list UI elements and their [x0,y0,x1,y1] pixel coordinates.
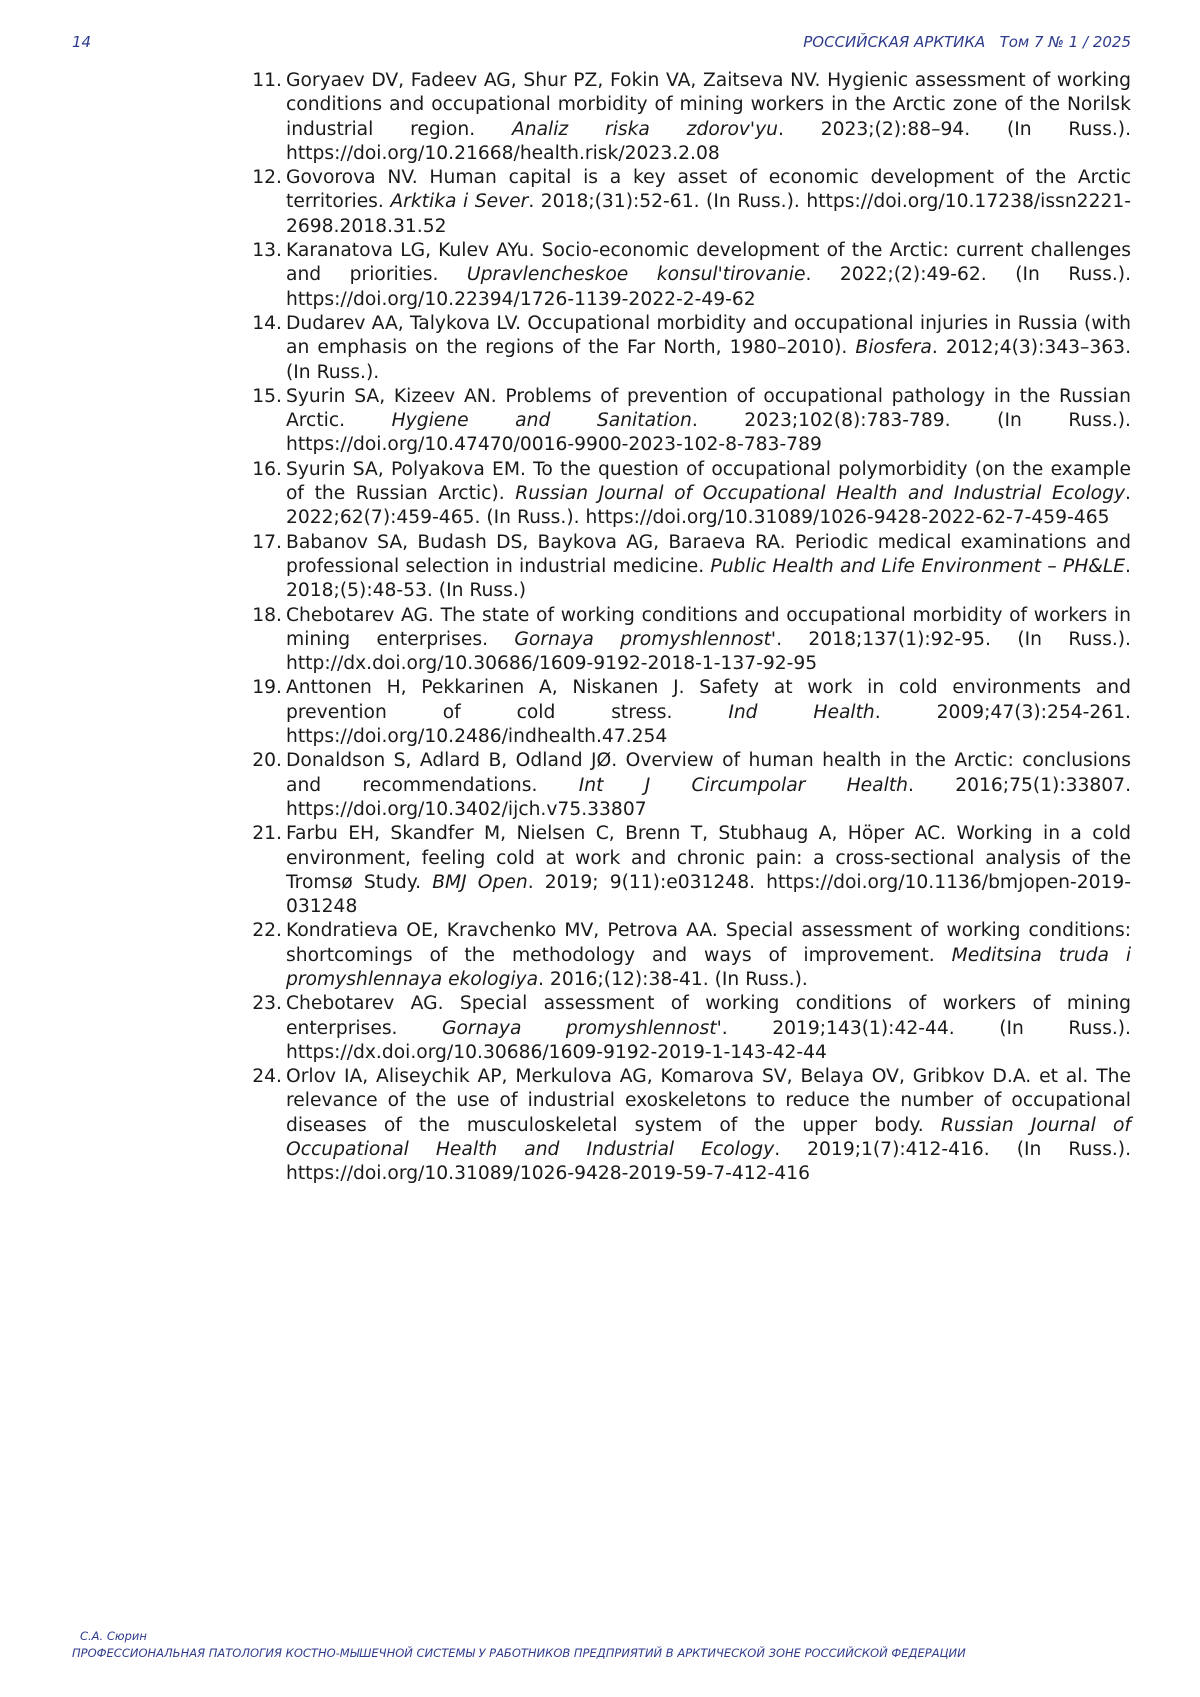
journal-name: Upravlencheskoe konsul'tirovanie [466,264,806,286]
reference-list [240,69,1131,1187]
reference-number: 22. [252,920,282,942]
reference-number: 13. [252,240,282,262]
reference-item [240,749,1131,822]
journal-name: Ind Health [728,701,875,723]
reference-number: 20. [252,750,282,772]
journal-name: Hygiene and Sanitation [391,410,692,432]
journal-name: Analiz riska zdorov'yu [511,118,778,140]
reference-text: Babanov SA, Budash DS, Baykova AG, Baraeva RA. Periodic medical examinations and professional selection in industrial medicine. Public Health and Life Environment – PH&LE. 2018;(5):48-53. (In Russ.) [286,531,1131,602]
page-number: 14 [72,33,92,51]
reference-number: 12. [252,167,282,189]
reference-number: 15. [252,385,282,407]
reference-text: Syurin SA, Kizeev AN. Problems of prevention of occupational pathology in the Russian Arctic. Hygiene and Sanitation. 2023;102(8):783-789. (In Russ.). https://doi.org/10.47470/0016-9900-2023-102-8-783-789 [286,385,1131,456]
reference-number: 21. [252,823,282,845]
journal-name: Gornaya promyshlennost' [514,628,777,650]
journal-name: Arktika i Sever [390,191,529,213]
reference-text: Kondratieva OE, Kravchenko MV, Petrova AA. Special assessment of working conditions: shortcomings of the methodology and ways of improvement. Meditsina truda i promyshlennaya ekologiya. 2016;(12):38-41. (In Russ.). [286,920,1132,990]
reference-text: Chebotarev AG. Special assessment of working conditions of workers of mining enterprises. Gornaya promyshlennost'. 2019;143(1):42-44. (In Russ.). https://dx.doi.org/10.30686/1609-9192-2019-1-143-42-44 [286,993,1131,1063]
journal-name: Biosfera [855,337,932,359]
reference-text: Syurin SA, Polyakova EM. To the question of occupational polymorbidity (on the example of the Russian Arctic). Russian Journal of Occupational Health and Industrial Ecology. 2022;62(7):459-465. (In Russ.). https://doi.org/10.31089/1026-9428-2022-62-7-459-465 [286,458,1131,529]
reference-number: 18. [252,604,282,626]
reference-text: Govorova NV. Human capital is a key asset of economic development of the Arctic territories. Arktika i Sever. 2018;(31):52-61. (In Russ.). https://doi.org/10.17238/issn2221-2698.2018.31.52 [286,167,1131,237]
reference-text: Karanatova LG, Kulev AYu. Socio-economic development of the Arctic: current challenges and priorities. Upravlencheskoe konsul'tirovanie. 2022;(2):49-62. (In Russ.). https://doi.org/10.22394/1726-1139-2022-2-49-62 [286,240,1132,310]
running-header-journal: РОССИЙСКАЯ АРКТИКА Том 7 № 1 / 2025 [803,33,1131,51]
reference-item [240,1065,1131,1186]
reference-text: Anttonen H, Pekkarinen A, Niskanen J. Safety at work in cold environments and prevention of cold stress. Ind Health. 2009;47(3):254-261. https://doi.org/10.2486/indhealth.47.254 [286,677,1131,748]
reference-item [240,385,1131,458]
reference-item [240,822,1131,919]
page-footer [72,1628,966,1662]
reference-text: Chebotarev AG. The state of working conditions and occupational morbidity of workers in mining enterprises. Gornaya promyshlennost'. 2018;137(1):92-95. (In Russ.). http://dx.doi.org/10.30686/1609-9192-2018-1-137-92-95 [286,604,1131,675]
footer-article-title: ПРОФЕССИОНАЛЬНАЯ ПАТОЛОГИЯ КОСТНО-МЫШЕЧНОЙ СИСТЕМЫ У РАБОТНИКОВ ПРЕДПРИЯТИЙ В АРКТИЧЕСКОЙ ЗОНЕ РОССИЙСКОЙ ФЕДЕРАЦИИ [72,1646,966,1660]
reference-item [240,676,1131,749]
reference-item [240,312,1131,385]
reference-number: 17. [252,531,282,553]
journal-name: Int J Circumpolar Health [578,774,908,796]
reference-number: 19. [252,677,282,699]
journal-name: Meditsina truda i promyshlennaya ekologiya [286,944,1132,990]
reference-number: 11. [252,70,282,91]
reference-item [240,531,1131,604]
reference-item [240,166,1131,239]
reference-item [240,69,1131,166]
reference-text: Orlov IA, Aliseychik AP, Merkulova AG, Komarova SV, Belaya OV, Gribkov D.A. et al. The relevance of the use of industrial exoskeletons to reduce the number of occupational diseases of the musculoskeletal system of the upper body. Russian Journal of Occupational Health and Industrial Ecology. 2019;1(7):412-416. (In Russ.). https://doi.org/10.31089/1026-9428-2019-59-7-412-416 [286,1066,1132,1185]
journal-name: Russian Journal of Occupational Health and Industrial Ecology [515,483,1126,505]
reference-text: Dudarev AA, Talykova LV. Occupational morbidity and occupational injuries in Russia (with an emphasis on the regions of the Far North, 1980–2010). Biosfera. 2012;4(3):343–363. (In Russ.). [286,312,1132,383]
journal-name: Russian Journal of Occupational Health and Industrial Ecology [286,1114,1131,1161]
reference-item [240,604,1131,677]
reference-text: Goryaev DV, Fadeev AG, Shur PZ, Fokin VA, Zaitseva NV. Hygienic assessment of working conditions and occupational morbidity of mining workers in the Arctic zone of the Norilsk industrial region. Analiz riska zdorov'yu. 2023;(2):88–94. (In Russ.). https://doi.org/10.21668/health.risk/2023.2.08 [286,70,1132,164]
reference-item [240,919,1131,992]
reference-item [240,992,1131,1065]
journal-name: BMJ Open [432,871,528,893]
reference-item [240,458,1131,531]
reference-text: Farbu EH, Skandfer M, Nielsen C, Brenn T, Stubhaug A, Höper AC. Working in a cold environment, feeling cold at work and chronic pain: a cross-sectional analysis of the Tromsø Study. BMJ Open. 2019; 9(11):e031248. https://doi.org/10.1136/bmjopen-2019-031248 [286,823,1132,918]
reference-number: 14. [252,312,282,334]
reference-number: 16. [252,458,282,480]
reference-number: 23. [252,993,282,1015]
reference-item [240,239,1131,312]
footer-author: С.А. Сюрин [80,1629,147,1643]
journal-name: Gornaya promyshlennost' [442,1017,722,1039]
journal-name: Public Health and Life Environment – PH&LE [710,555,1126,577]
reference-text: Donaldson S, Adlard B, Odland JØ. Overview of human health in the Arctic: conclusions and recommendations. Int J Circumpolar Health. 2016;75(1):33807. https://doi.org/10.3402/ijch.v75.33807 [286,750,1132,820]
reference-number: 24. [252,1066,282,1088]
